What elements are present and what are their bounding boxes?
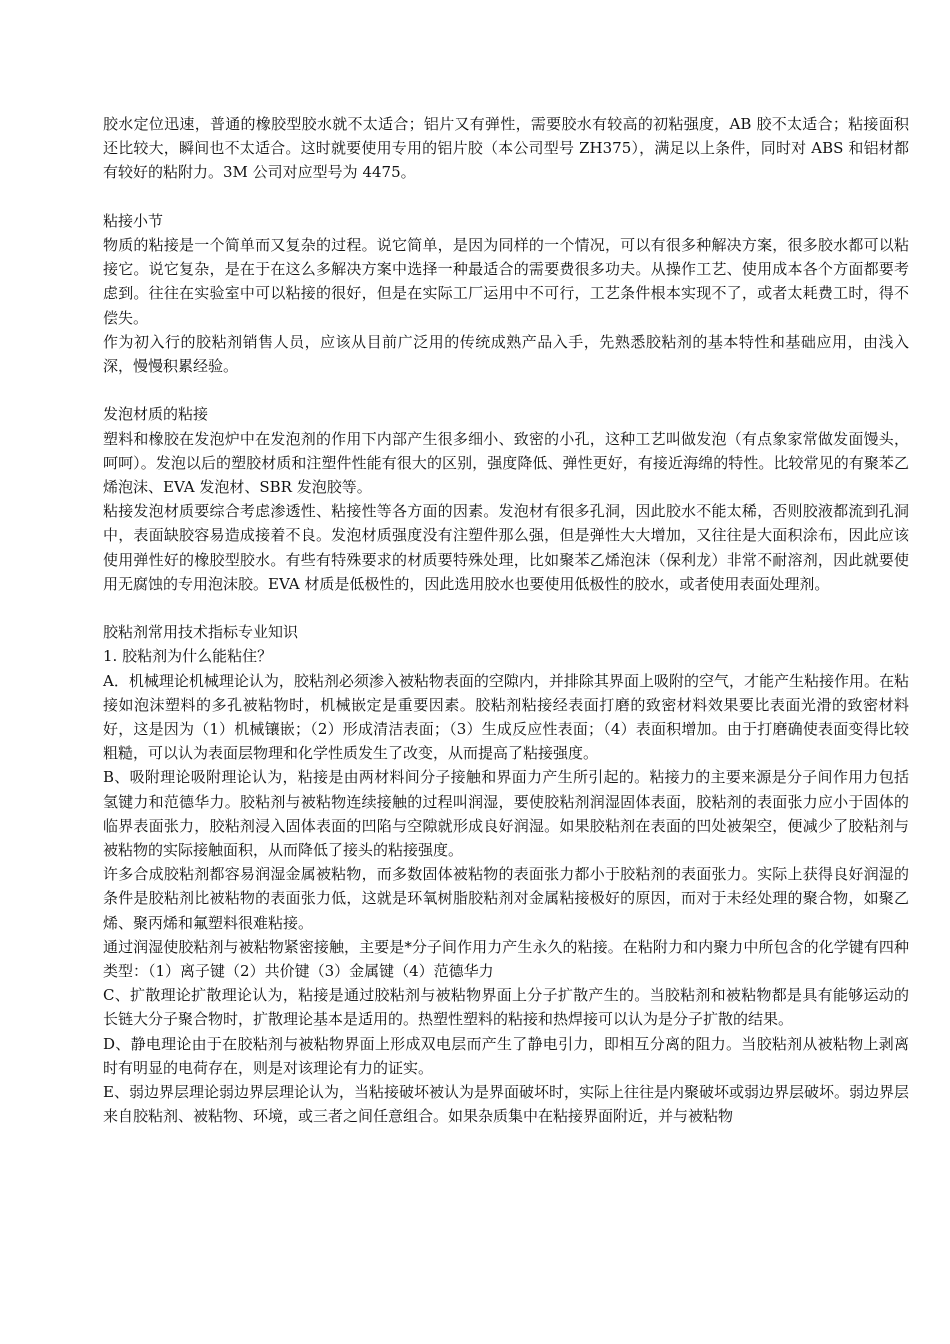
paragraph-adsorption-theory: B、吸附理论吸附理论认为，粘接是由两材料间分子接触和界面力产生所引起的。粘接力的主要来源是分子间作用力包括氢键力和范德华力。胶粘剂与被粘物连续接触的过程叫润湿，要使胶粘剂润湿固体表面，胶粘剂的表面张力应小于固体的临界表面张力，胶粘剂浸入固体表面的凹陷与空隙就形成良好润湿。如果胶粘剂在表面的凹处被架空，便减少了胶粘剂与被粘物的实际接触面积，从而降低了接头的粘接强度。	[103, 768, 909, 860]
heading-bonding-summary: 粘接小节	[103, 211, 164, 230]
paragraph-chemical-bonds: 通过润湿使胶粘剂与被粘物紧密接触，主要是*分子间作用力产生永久的粘接。在粘附力和内聚力中所包含的化学键有四种类型：（1）离子键（2）共价键（3）金属键（4）范德华力	[103, 937, 909, 981]
heading-foam-bonding: 发泡材质的粘接	[103, 405, 209, 424]
paragraph-diffusion-theory: C、扩散理论扩散理论认为，粘接是通过胶粘剂与被粘物界面上分子扩散产生的。当胶粘剂和被粘物都是具有能够运动的长链大分子聚合物时，扩散理论基本是适用的。热塑性塑料的粘接和热焊接可以认为是分子扩散的结果。	[103, 986, 909, 1029]
paragraph-mechanical-theory: A．机械理论机械理论认为，胶粘剂必须渗入被粘物表面的空隙内，并排除其界面上吸附的空气，才能产生粘接作用。在粘接如泡沫塑料的多孔被粘物时，机械嵌定是重要因素。胶粘剂粘接经表面打磨的致密材料效果要比表面光滑的致密材料好，这是因为（1）机械镶嵌；（2）形成清洁表面；（3）生成反应性表面；（4）表面积增加。由于打磨确使表面变得比较粗糙，可以认为表面层物理和化学性质发生了改变，从而提高了粘接强度。	[103, 671, 909, 763]
blank-line	[103, 185, 909, 209]
heading-question-1: 1. 胶粘剂为什么能粘住？	[103, 647, 273, 666]
paragraph-foam-description: 塑料和橡胶在发泡炉中在发泡剂的作用下内部产生很多细小、致密的小孔，这种工艺叫做发泡（有点象家常做发面馒头，呵呵）。发泡以后的塑胶材质和注塑件性能有很大的区别，强度降低、弹性更好，有接近海绵的特性。比较常见的有聚苯乙烯泡沫、EVA 发泡材、SBR 发泡胶等。	[103, 429, 909, 497]
paragraph-sales-advice: 作为初入行的胶粘剂销售人员，应该从目前广泛用的传统成熟产品入手，先熟悉胶粘剂的基本特性和基础应用，由浅入深，慢慢积累经验。	[103, 332, 909, 376]
paragraph-electrostatic-theory: D、静电理论由于在胶粘剂与被粘物界面上形成双电层而产生了静电引力，即相互分离的阻力。当胶粘剂从被粘物上剥离时有明显的电荷存在，则是对该理论有力的证实。	[103, 1034, 909, 1077]
paragraph-aluminum-glue: 胶水定位迅速，普通的橡胶型胶水就不太适合；铝片又有弹性，需要胶水有较高的初粘强度，AB 胶不太适合；粘接面积还比较大，瞬间也不太适合。这时就要使用专用的铝片胶（本公司型号 ZH375），满足以上条件，同时对 ABS 和铝材都有较好的粘附力。3M 公司对应型号为 4475。	[103, 115, 909, 182]
paragraph-wetting: 许多合成胶粘剂都容易润湿金属被粘物，而多数固体被粘物的表面张力都小于胶粘剂的表面张力。实际上获得良好润湿的条件是胶粘剂比被粘物的表面张力低，这就是环氧树脂胶粘剂对金属粘接极好的原因，而对于未经处理的聚合物，如聚乙烯、聚丙烯和氟塑料很难粘接。	[103, 865, 909, 932]
paragraph-foam-bonding-advice: 粘接发泡材质要综合考虑渗透性、粘接性等各方面的因素。发泡材有很多孔洞，因此胶水不能太稀，否则胶液都流到孔洞中，表面缺胶容易造成接着不良。发泡材质强度没有注塑件那么强，但是弹性大大增加，又往往是大面积涂布，因此应该使用弹性好的橡胶型胶水。有些有特殊要求的材质要特殊处理，比如聚苯乙烯泡沫（保利龙）非常不耐溶剂，因此就要使用无腐蚀的专用泡沫胶。EVA 材质是低极性的，因此选用胶水也要使用低极性的胶水，或者使用表面处理剂。	[103, 502, 909, 593]
paragraph-bonding-process: 物质的粘接是一个简单而又复杂的过程。说它简单，是因为同样的一个情况，可以有很多种解决方案，很多胶水都可以粘接它。说它复杂，是在于在这么多解决方案中选择一种最适合的需要费很多功夫。从操作工艺、使用成本各个方面都要考虑到。往往在实验室中可以粘接的很好，但是在实际工厂运用中不可行，工艺条件根本实现不了，或者太耗费工时，得不偿失。	[103, 236, 909, 327]
document-page	[103, 112, 909, 1128]
blank-line	[103, 378, 909, 402]
blank-line	[103, 596, 909, 620]
paragraph-weak-boundary-theory: E、弱边界层理论弱边界层理论认为，当粘接破坏被认为是界面破坏时，实际上往往是内聚破坏或弱边界层破坏。弱边界层来自胶粘剂、被粘物、环境，或三者之间任意组合。如果杂质集中在粘接界面附近，并与被粘物	[103, 1083, 909, 1126]
heading-technical-indicators: 胶粘剂常用技术指标专业知识	[103, 623, 299, 642]
